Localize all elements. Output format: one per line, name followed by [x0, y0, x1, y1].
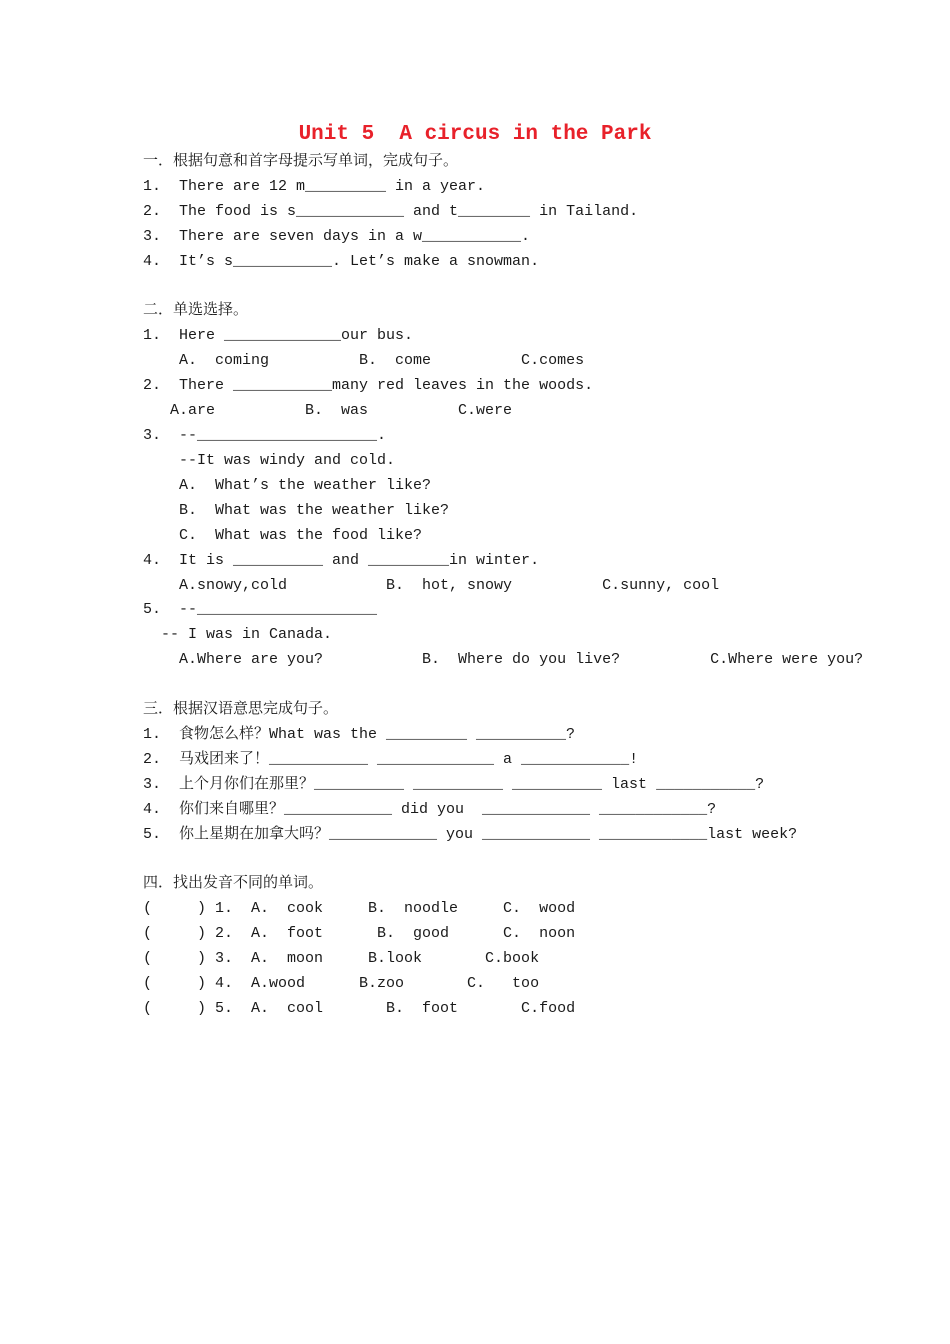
- section-2-line: A.are B. was C.were: [143, 402, 513, 419]
- section-2-line: 1. Here _____________our bus.: [143, 327, 414, 344]
- section-1-line: 2. The food is s____________ and t________ in Tailand.: [143, 203, 639, 220]
- section-2-line: A. What’s the weather like?: [143, 477, 432, 494]
- section-1-line: 4. It’s s___________. Let’s make a snowman.: [143, 253, 540, 270]
- section-2-line: 3. --____________________.: [143, 427, 387, 444]
- section-3-line: 5. 你上星期在加拿大吗？____________ you ____________ ____________last week?: [143, 826, 798, 843]
- section-2-line: B. What was the weather like?: [143, 502, 450, 519]
- section-2-line: A.snowy,cold B. hot, snowy C.sunny, cool: [143, 577, 720, 594]
- section-1-line: 3. There are seven days in a w___________.: [143, 228, 531, 245]
- section-4-line: ( ) 3. A. moon B.look C.book: [143, 950, 540, 967]
- section-3-line: 4. 你们来自哪里？____________ did you ____________ ____________?: [143, 801, 717, 818]
- section-4-line: ( ) 2. A. foot B. good C. noon: [143, 925, 576, 942]
- section-2-heading: 二．单选选择。: [143, 302, 249, 319]
- section-3-line: 1. 食物怎么样？What was the _________ __________?: [143, 726, 576, 743]
- section-2-line: --It was windy and cold.: [143, 452, 396, 469]
- section-4-line: ( ) 5. A. cool B. foot C.food: [143, 1000, 576, 1017]
- section-2-line: A.Where are you? B. Where do you live? C.Where were you?: [143, 651, 864, 668]
- section-2-line: 4. It is __________ and _________in winter.: [143, 552, 540, 569]
- section-2-line: A. coming B. come C.comes: [143, 352, 585, 369]
- page-title: Unit 5 A circus in the Park: [298, 123, 652, 146]
- section-2-line: C. What was the food like?: [143, 527, 423, 544]
- section-2-line: -- I was in Canada.: [143, 626, 333, 643]
- section-3-line: 2. 马戏团来了！___________ _____________ a ____________!: [143, 751, 639, 768]
- section-4-line: ( ) 4. A.wood B.zoo C. too: [143, 975, 540, 992]
- section-2-line: 2. There ___________many red leaves in the woods.: [143, 377, 594, 394]
- section-3-heading: 三．根据汉语意思完成句子。: [143, 701, 339, 718]
- section-3-line: 3. 上个月你们在那里？__________ __________ __________ last ___________?: [143, 776, 765, 793]
- section-2-line: 5. --____________________: [143, 601, 378, 618]
- section-4-heading: 四．找出发音不同的单词。: [143, 875, 324, 892]
- section-1-heading: 一．根据句意和首字母提示写单词，完成句子。: [143, 153, 459, 170]
- section-4-line: ( ) 1. A. cook B. noodle C. wood: [143, 900, 576, 917]
- section-1-line: 1. There are 12 m_________ in a year.: [143, 178, 486, 195]
